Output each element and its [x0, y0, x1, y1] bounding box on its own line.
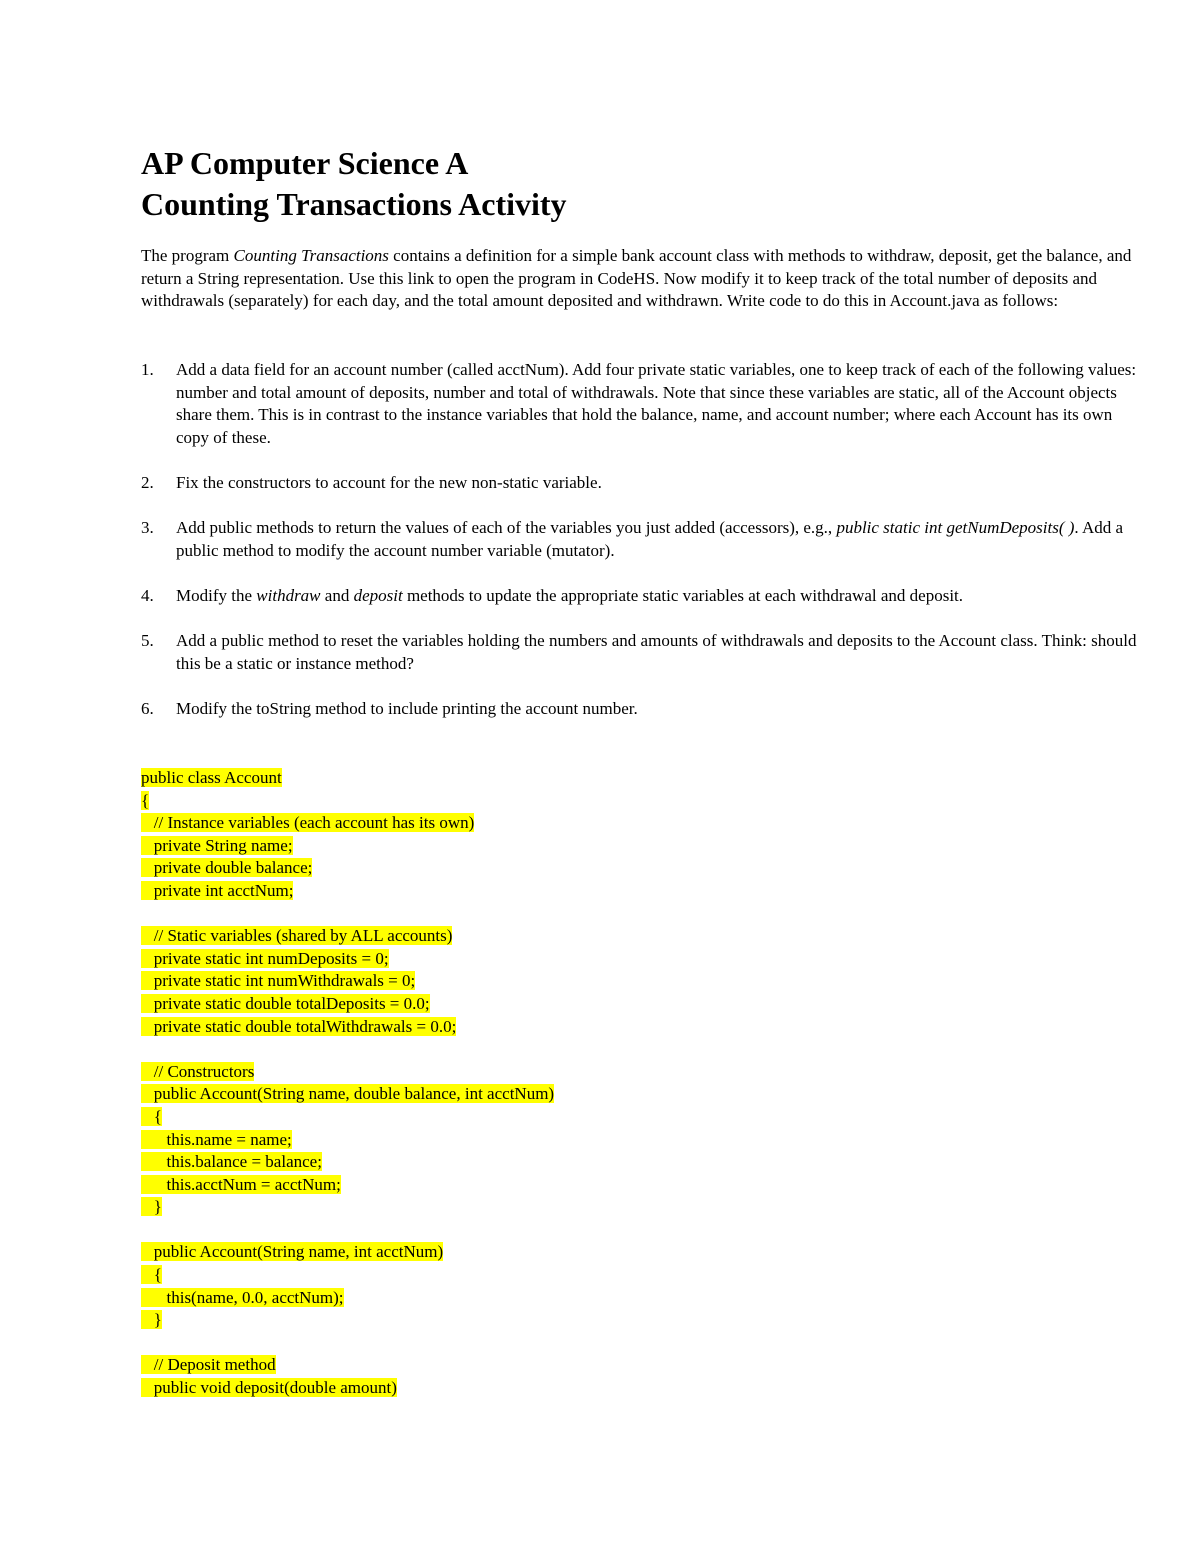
method-name-withdraw: withdraw	[256, 585, 321, 605]
code-line-text: // Static variables (shared by ALL accounts)	[141, 926, 453, 946]
code-line	[141, 970, 554, 993]
code-line-text: private static int numDeposits = 0;	[141, 948, 389, 968]
title-line-activity: Counting Transactions Activity	[141, 186, 567, 222]
code-line	[141, 1196, 554, 1219]
step-number: 5.	[141, 631, 154, 651]
code-line	[141, 1174, 554, 1197]
code-line	[141, 1151, 554, 1174]
step-number: 2.	[141, 472, 154, 492]
code-line-text: // Instance variables (each account has its own)	[141, 813, 475, 833]
code-line	[141, 812, 554, 835]
code-line-text: {	[141, 790, 150, 810]
code-line	[141, 1241, 554, 1264]
code-line	[141, 1332, 554, 1355]
step-text: Fix the constructors to account for the new non-static variable.	[176, 472, 602, 492]
page-title	[141, 143, 567, 225]
instruction-step-5	[141, 630, 1141, 675]
step-number: 6.	[141, 698, 154, 718]
code-line	[141, 1219, 554, 1242]
code-line-text: // Deposit method	[141, 1355, 276, 1375]
instruction-step-1	[141, 359, 1141, 449]
method-signature: public static int getNumDeposits( )	[836, 518, 1075, 538]
code-line	[141, 1354, 554, 1377]
step-text-rest: . Add a public method to modify the account number variable (mutator).	[176, 518, 1124, 560]
code-line-text: this.balance = balance;	[141, 1152, 322, 1172]
code-line	[141, 1016, 554, 1039]
step-number: 1.	[141, 360, 154, 379]
code-line-text: private static double totalDeposits = 0.0;	[141, 993, 430, 1013]
code-line	[141, 857, 554, 880]
code-line	[141, 1038, 554, 1061]
code-line	[141, 948, 554, 971]
code-line	[141, 880, 554, 903]
code-line	[141, 1264, 554, 1287]
code-line	[141, 1129, 554, 1152]
instruction-list	[141, 359, 1141, 743]
code-line-text: this.name = name;	[141, 1129, 292, 1149]
code-line-text: private int acctNum;	[141, 880, 294, 900]
code-line	[141, 1287, 554, 1310]
step-text: Modify the toString method to include printing the account number.	[176, 698, 638, 718]
step-text: Add a public method to reset the variables holding the numbers and amounts of withdrawals and deposits to the Account class. Think: should this be a static or instance method?	[176, 631, 1137, 673]
code-line	[141, 903, 554, 926]
intro-text-rest: contains a definition for a simple bank account class with methods to withdraw, deposit, get the balance, and return a String representation. Use this link to open the program in CodeHS. Now modify it to keep track of the total number of deposits and withdrawals (separately) for each day, and the total amount deposited and withdrawn. Write code to do this in Account.java as follows:	[141, 246, 1132, 311]
program-name: Counting Transactions	[233, 246, 389, 265]
intro-paragraph	[141, 245, 1141, 313]
method-name-deposit: deposit	[353, 585, 403, 605]
code-line	[141, 925, 554, 948]
instruction-step-4	[141, 585, 1141, 608]
code-line-text: }	[141, 1310, 162, 1330]
code-line-text: public class Account	[141, 768, 282, 787]
code-line	[141, 1083, 554, 1106]
instruction-step-3	[141, 517, 1141, 562]
code-line-text: {	[141, 1265, 162, 1285]
title-line-course: AP Computer Science A	[141, 145, 469, 181]
code-line-text: private static double totalWithdrawals = 0.0;	[141, 1016, 457, 1036]
code-line-text: public Account(String name, double balance, int acctNum)	[141, 1084, 555, 1104]
code-line	[141, 1106, 554, 1129]
code-line-text: public void deposit(double amount)	[141, 1378, 397, 1398]
step-text: Add public methods to return the values of each of the variables you just added (accessors), e.g.,	[176, 518, 837, 538]
code-line-text: private String name;	[141, 835, 293, 855]
code-line	[141, 790, 554, 813]
code-line-text: // Constructors	[141, 1061, 255, 1081]
code-listing	[141, 767, 554, 1400]
code-line-text: this.acctNum = acctNum;	[141, 1174, 341, 1194]
step-number: 3.	[141, 518, 154, 538]
step-text-and: and	[320, 585, 354, 605]
code-line-text: private double balance;	[141, 858, 313, 878]
intro-text-start: The program	[141, 246, 234, 265]
code-line	[141, 1377, 554, 1400]
step-number: 4.	[141, 585, 154, 605]
code-line	[141, 767, 554, 790]
code-line-text: public Account(String name, int acctNum)	[141, 1242, 444, 1262]
code-line	[141, 835, 554, 858]
code-line	[141, 1061, 554, 1084]
code-line-text: this(name, 0.0, acctNum);	[141, 1287, 344, 1307]
code-line-text: private static int numWithdrawals = 0;	[141, 971, 416, 991]
step-text: Modify the	[176, 585, 257, 605]
code-line	[141, 993, 554, 1016]
step-text: Add a data field for an account number (called acctNum). Add four private static variables, one to keep track of each of the following values: number and total amount of deposits, number and total of withdrawals. Note that since these variables are static, all of the Account objects share them. This is in contrast to the instance variables that hold the balance, name, and account number; where each Account has its own copy of these.	[176, 360, 1137, 447]
instruction-step-6	[141, 698, 1141, 721]
step-text-rest: methods to update the appropriate static variables at each withdrawal and deposit.	[402, 585, 964, 605]
instruction-step-2	[141, 472, 1141, 495]
code-line-text: }	[141, 1197, 162, 1217]
code-line-text: {	[141, 1106, 162, 1126]
code-line	[141, 1309, 554, 1332]
